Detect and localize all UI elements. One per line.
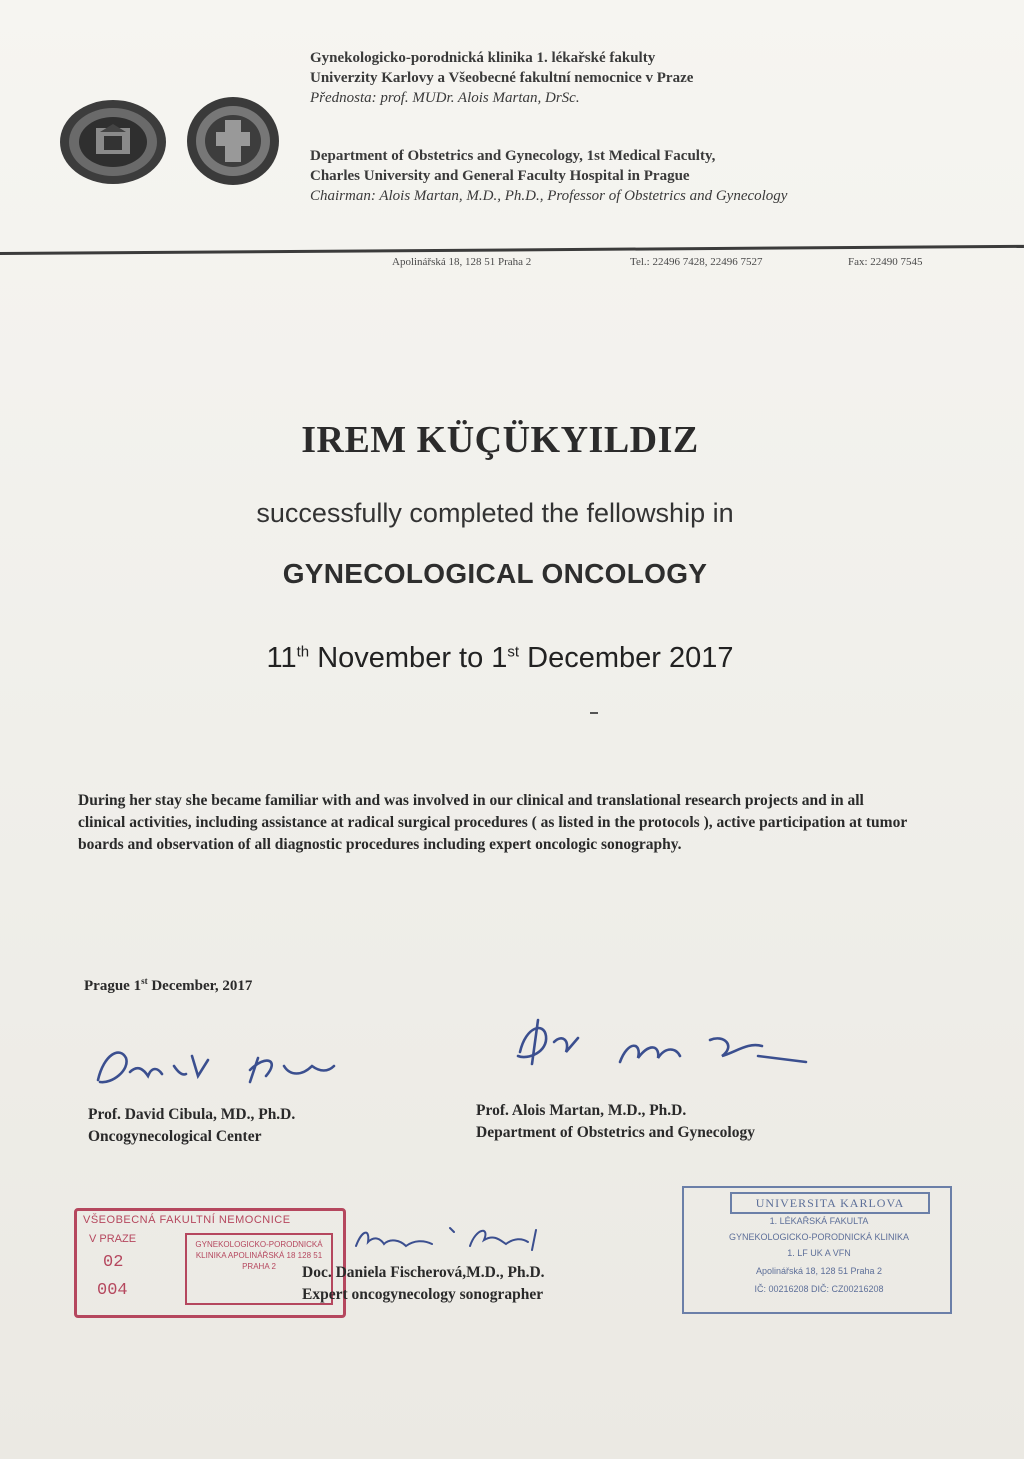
date-end-suffix: st — [507, 643, 520, 661]
blue-stamp-band: UNIVERSITA KARLOVA — [730, 1192, 930, 1214]
place-suffix: st — [141, 976, 148, 986]
blue-university-stamp — [682, 1186, 952, 1314]
signer-role: Expert oncogynecology sonographer — [302, 1286, 544, 1303]
blue-stamp-line: Apolinářská 18, 128 51 Praha 2 — [755, 1266, 883, 1276]
signer-fischerova — [302, 1262, 545, 1306]
header-divider — [0, 245, 1024, 255]
red-stamp-inner: GYNEKOLOGICKO-PORODNICKÁ KLINIKA APOLINÁŘSKÁ 18 128 51 PRAHA 2 — [185, 1233, 333, 1305]
signer-name: Doc. Daniela Fischerová,M.D., Ph.D. — [302, 1264, 545, 1281]
header-phone: Tel.: 22496 7428, 22496 7527 — [630, 256, 763, 268]
date-start-day: 11 — [266, 642, 297, 674]
red-stamp-city: V PRAZE — [89, 1233, 137, 1245]
red-stamp-code1: 02 — [103, 1253, 124, 1272]
divider-dash — [590, 712, 598, 714]
place-prefix: Prague 1 — [84, 978, 142, 994]
signer-role: Department of Obstetrics and Gynecology — [476, 1124, 755, 1141]
signer-name: Prof. David Cibula, MD., Ph.D. — [88, 1106, 296, 1123]
place-rest: December, 2017 — [151, 978, 253, 994]
czech-header — [310, 48, 693, 108]
red-stamp-code2: 004 — [97, 1281, 128, 1300]
red-stamp-top: VŠEOBECNÁ FAKULTNÍ NEMOCNICE — [83, 1214, 291, 1226]
fellowship-field: GYNECOLOGICAL ONCOLOGY — [282, 558, 708, 589]
completion-statement: successfully completed the fellowship in — [256, 498, 734, 528]
english-header-line: Department of Obstetrics and Gynecology, 1st Medical Faculty, — [310, 148, 716, 164]
czech-header-line: Gynekologicko-porodnická klinika 1. lékařské fakulty — [310, 50, 656, 66]
signer-martan — [476, 1100, 755, 1144]
blue-stamp-line: 1. LÉKAŘSKÁ FAKULTA — [769, 1216, 869, 1226]
header-address: Apolinářská 18, 128 51 Praha 2 — [392, 256, 532, 268]
university-seal-icon — [58, 98, 168, 186]
czech-header-line: Přednosta: prof. MUDr. Alois Martan, DrSc. — [310, 90, 580, 106]
blue-stamp-line: GYNEKOLOGICKO-PORODNICKÁ KLINIKA — [728, 1232, 910, 1242]
signature-cibula — [90, 1036, 350, 1101]
fellowship-dates — [0, 642, 1000, 675]
english-header-line: Chairman: Alois Martan, M.D., Ph.D., Professor of Obstetrics and Gynecology — [310, 188, 788, 204]
signer-cibula — [88, 1104, 295, 1148]
date-start-suffix: th — [296, 643, 310, 661]
english-header — [310, 146, 787, 206]
description-paragraph: During her stay she became familiar with and was involved in our clinical and translational research projects and in all clinical activities, including assistance at radical surgical procedures ( as listed in the protocols ), active participation at tumor boards and observation of all diagnostic procedures including expert oncologic sonography. — [78, 792, 907, 853]
english-header-line: Charles University and General Faculty Hospital in Prague — [310, 168, 690, 184]
place-and-date — [84, 976, 252, 995]
hospital-seal-icon — [186, 96, 280, 186]
signature-fischerova — [350, 1220, 550, 1265]
signer-role: Oncogynecological Center — [88, 1128, 262, 1145]
recipient-name: IREM KÜÇÜKYILDIZ — [301, 419, 699, 461]
czech-header-line: Univerzity Karlovy a Všeobecné fakultní nemocnice v Praze — [310, 70, 694, 86]
blue-stamp-line: IČ: 00216208 DIČ: CZ00216208 — [754, 1284, 884, 1294]
date-end-rest: December 2017 — [527, 642, 734, 674]
signature-martan — [510, 1012, 810, 1081]
signer-name: Prof. Alois Martan, M.D., Ph.D. — [476, 1102, 687, 1119]
blue-stamp-line: 1. LF UK A VFN — [787, 1248, 851, 1258]
header-fax: Fax: 22490 7545 — [848, 256, 923, 268]
date-start-month: November to 1 — [317, 642, 508, 674]
